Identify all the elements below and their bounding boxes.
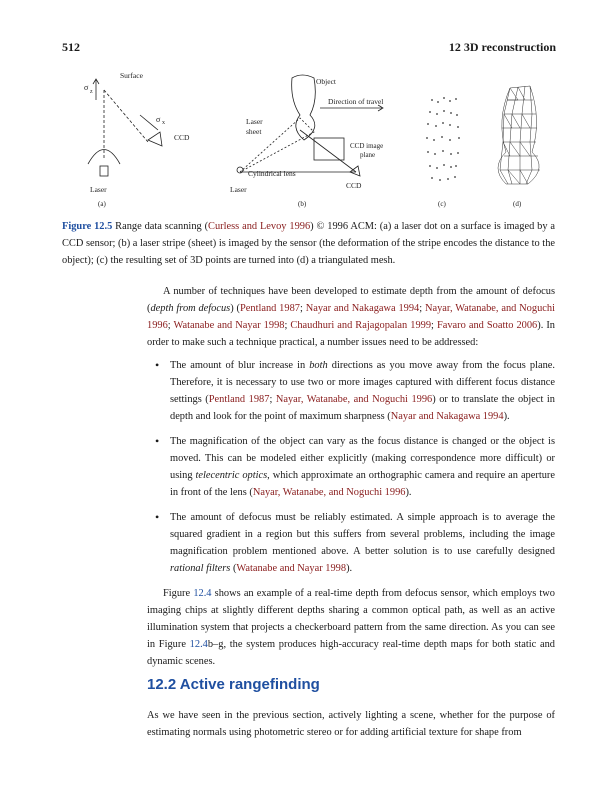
label-laser-sheet-2: sheet (246, 127, 262, 136)
label-laser-b: Laser (230, 185, 247, 194)
page-number: 512 (62, 40, 80, 54)
label-surface: Surface (120, 71, 143, 80)
label-panel-c: (c) (438, 200, 446, 208)
citation-link[interactable]: Curless and Levoy 1996 (208, 221, 311, 232)
label-panel-b: (b) (298, 200, 307, 208)
citation-link[interactable]: Watanabe and Nayar 1998 (236, 563, 347, 574)
label-sigma-z-sub: z (90, 89, 93, 95)
label-sigma-x-sub: x (162, 120, 165, 126)
label-ccd-image-plane-1: CCD image (350, 142, 384, 150)
citation-link[interactable]: Chaudhuri and Rajagopalan 1999 (290, 320, 432, 331)
citation-link[interactable]: Pentland 1987 (239, 303, 300, 314)
ccd-sensor-icon (148, 132, 162, 146)
label-cylindrical-lens: Cylindrical lens (248, 169, 296, 178)
citation-link[interactable]: Favaro and Soatto 2006 (436, 320, 538, 331)
label-direction-of-travel: Direction of travel (328, 97, 384, 106)
view-ray (300, 130, 356, 172)
body-text (147, 283, 555, 670)
paragraph-depth-from-defocus: A number of techniques have been developed to estimate depth from the amount of defocus (depth from defocus) (Pentland 1987; Nayar and Nakagawa 1994; Nayar, Watanabe, and Noguchi 1996; Watanabe and Nayar 1998; Chaudhuri and Rajagopalan 1999; Favaro and Soatto 2006). In order to make such a technique practical, a number issues need to be addressed: (147, 286, 555, 348)
citation-link[interactable]: Watanabe and Nayar 1998 (173, 320, 285, 331)
citation-link[interactable]: Nayar and Nakagawa 1994 (305, 303, 420, 314)
citation-link[interactable]: Nayar, Watanabe, and Noguchi 1996 (147, 303, 555, 331)
citation-link[interactable]: Nayar, Watanabe, and Noguchi 1996 (275, 394, 433, 405)
label-ccd-a: CCD (174, 133, 190, 142)
label-laser-sheet-1: Laser (246, 117, 263, 126)
figure-panel-a (88, 79, 162, 176)
list-item: • The amount of blur increase in both directions as you move away from the focus plane. Therefore, it is necessary to use two or more images captured with different focus distance settings (Pentland 1987; Nayar, Watanabe, and Noguchi 1996) or to translate the object in depth and look for the point of maximum sharpness (Nayar and Nakagawa 1994). (170, 357, 555, 425)
label-object: Object (316, 77, 336, 86)
laser-icon (100, 166, 108, 176)
list-item: • The amount of defocus must be reliably estimated. A simple approach is to average the squared gradient in a region but this suffers from several problems, including the image magnification problem mentioned above. A better solution is to use carefully designed rational filters (Watanabe and Nayar 1998). (170, 509, 555, 577)
paragraph-realtime-sensor: Figure 12.4 shows an example of a real-time depth from defocus sensor, which employs two imaging chips at slightly different depths sharing a common optical path, as well as an active illumination system that projects a checkerboard pattern from the same direction. As you can see in Figure 12.4b–g, the system produces high-accuracy real-time depth maps for both static and dynamic scenes. (147, 588, 556, 667)
chapter-header: 12 3D reconstruction (448, 40, 556, 54)
label-sigma-z: σ (84, 83, 89, 92)
label-ccd-b: CCD (346, 181, 362, 190)
figure-ref-link[interactable]: 12.4 (189, 639, 208, 650)
figure-caption: Figure 12.5 Range data scanning (Curless and Levoy 1996) © 1996 ACM: (a) a laser dot on a surface is imaged by a CCD sensor; (b) a laser stripe (sheet) is imaged by the sensor (the deformation of the stripe encodes the distance to the object); (c) the resulting set of 3D points are turned into (d) a triangulated mesh. (62, 221, 556, 266)
citation-link[interactable]: Nayar and Nakagawa 1994 (390, 411, 504, 422)
label-sigma-x: σ (156, 115, 161, 124)
list-item: • The magnification of the object can vary as the focus distance is changed or the object is moved. This can be modeled either explicitly (making correspondence more difficult) or using telecentric optics, which approximate an orthographic camera and require an aperture in front of the lens (Nayar, Watanabe, and Noguchi 1996). (170, 433, 555, 501)
figure-panel-c (426, 97, 460, 181)
figure-ref-link[interactable]: 12.4 (193, 588, 212, 599)
figure-12-5 (0, 60, 614, 210)
section-paragraph: As we have seen in the previous section, actively lighting a scene, whether for the purpose of estimating normals using photometric stereo or for adding artificial texture for shape from (147, 710, 555, 738)
issues-list (147, 357, 555, 577)
citation-link[interactable]: Pentland 1987 (208, 394, 270, 405)
label-ccd-image-plane-2: plane (360, 151, 376, 159)
label-laser-a: Laser (90, 185, 107, 194)
label-panel-d: (d) (513, 200, 522, 208)
section-heading: 12.2 Active rangefinding (147, 676, 320, 693)
label-panel-a: (a) (98, 200, 106, 208)
figure-panel-d (498, 86, 540, 184)
citation-link[interactable]: Nayar, Watanabe, and Noguchi 1996 (252, 487, 406, 498)
ccd-image-plane-icon (314, 138, 344, 160)
figure-number: Figure 12.5 (62, 221, 113, 232)
